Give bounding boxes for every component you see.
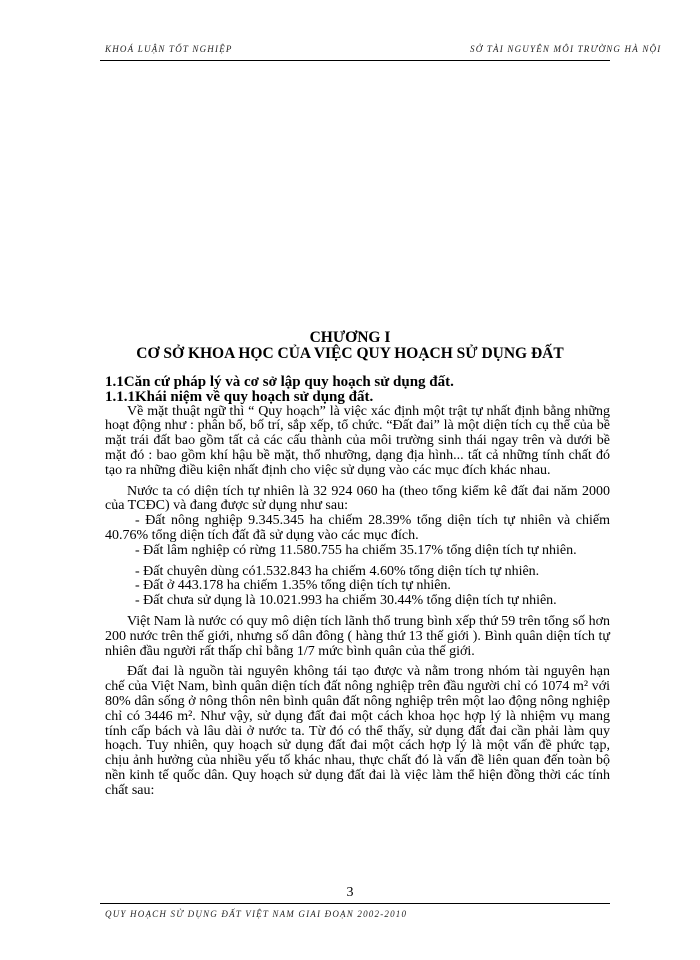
- paragraph-definition: Về mặt thuật ngữ thì “ Quy hoạch” là việc xác định một trật tự nhất định bằng những hoạt động như : phân bố, bố trí, sắp xếp, tổ chức. “Đất đai” là một diện tích cụ thể của bề mặt trái đất bao gồm tất cả các cấu thành của môi trường sinh thái ngay trên và dưới bề mặt đó : bao gồm khí hậu bề mặt, thổ nhưỡng, dạng địa hình... tất cả những tính chất đó tạo ra những điều kiện nhất định cho việc sử dụng vào các mục đích khác nhau.: [105, 403, 610, 478]
- list-item: - Đất ở 443.178 ha chiếm 1.35% tổng diện tích tự nhiên.: [135, 578, 451, 594]
- body-text: [105, 375, 610, 799]
- page-number: 3: [346, 885, 354, 900]
- header-rule: [100, 60, 610, 61]
- chapter-number: CHƯƠNG I: [309, 329, 391, 346]
- paragraph-vietnam-ranking: Việt Nam là nước có quy mô diện tích lãnh thổ trung bình xếp thứ 59 trên tổng số hơn 200 nước trên thế giới, nhưng số dân đông ( hàng thứ 13 thế giới ). Bình quân diện tích tự nhiên đầu người rất thấp chỉ bằng 1/7 mức bình quân của thế giới.: [105, 613, 610, 659]
- chapter-title: CƠ SỞ KHOA HỌC CỦA VIỆC QUY HOẠCH SỬ DỤNG ĐẤT: [136, 345, 564, 362]
- list-item: - Đất chưa sử dụng là 10.021.993 ha chiếm 30.44% tổng diện tích tự nhiên.: [135, 593, 557, 609]
- paragraph-land-resource: Đất đai là nguồn tài nguyên không tái tạo được và nằm trong nhóm tài nguyên hạn chế của Việt Nam, bình quân diện tích đất nông nghiệp trên đầu người chỉ có 1074 m² với 80% dân sống ở nông thôn nên bình quân đất nông nghiệp trên một lao động nông nghiệp chỉ có 3446 m². Như vậy, sử dụng đất đai một cách khoa học hợp lý là nhiệm vụ mang tính cấp bách và lâu dài ở nước ta. Từ đó có thể thấy, sử dụng đất đai cần phải làm quy hoạch. Tuy nhiên, quy hoạch sử dụng đất đai một cách hợp lý là một vấn đề phức tạp, chịu ảnh hưởng của nhiều yếu tố khác nhau, thực chất đó là vấn đề liên quan đến toàn bộ nền kinh tế quốc dân. Quy hoạch sử dụng đất đai là việc làm thể hiện đồng thời các tính chất sau:: [105, 664, 610, 798]
- footer-rule: [100, 903, 610, 904]
- list-item: - Đất lâm nghiệp có rừng 11.580.755 ha chiếm 35.17% tổng diện tích tự nhiên.: [135, 542, 577, 558]
- list-item: - Đất chuyên dùng có1.532.843 ha chiếm 4.60% tổng diện tích tự nhiên.: [135, 563, 540, 579]
- list-item: - Đất nông nghiệp 9.345.345 ha chiếm 28.39% tổng diện tích tự nhiên và chiếm 40.76% tổng diện tích đất đã sử dụng vào các mục đích.: [105, 513, 610, 543]
- section-heading-1-1-1: 1.1.1Khái niệm về quy hoạch sử dụng đất.: [105, 388, 374, 405]
- running-header-right: SỞ TÀI NGUYÊN MÔI TRƯỜNG HÀ NỘI: [470, 44, 662, 54]
- paragraph-land-area: Nước ta có diện tích tự nhiên là 32 924 060 ha (theo tổng kiểm kê đất đai năm 2000 của TCĐC) và đang được sử dụng như sau:: [105, 483, 610, 514]
- running-footer: QUY HOẠCH SỬ DỤNG ĐẤT VIỆT NAM GIAI ĐOẠN 2002-2010: [105, 909, 408, 919]
- section-heading-1-1: 1.1Căn cứ pháp lý và cơ sở lập quy hoạch sử dụng đất.: [105, 374, 454, 390]
- running-header-left: KHOÁ LUẬN TỐT NGHIỆP: [105, 44, 233, 54]
